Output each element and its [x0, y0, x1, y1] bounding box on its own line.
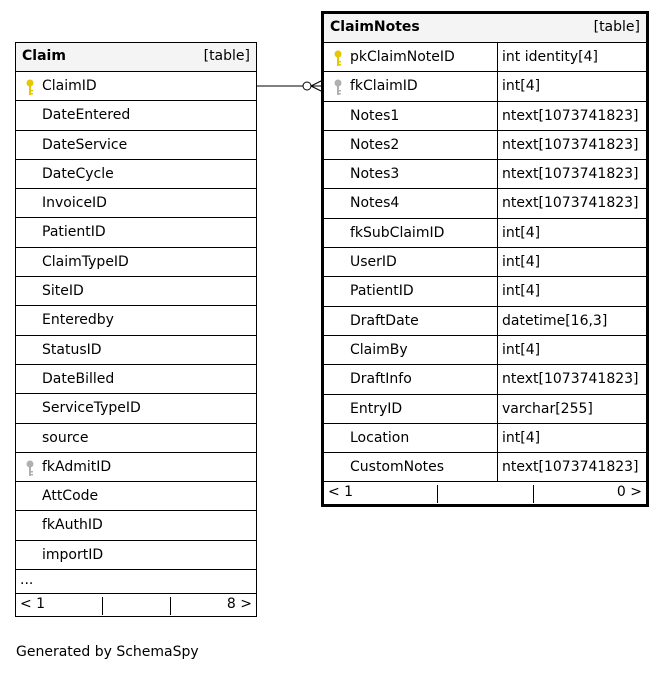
column-name: ClaimBy	[350, 341, 408, 358]
table-kind: [table]	[593, 19, 640, 35]
column-row[interactable]	[16, 160, 256, 189]
column-row[interactable]	[16, 394, 256, 423]
column-name: StatusID	[42, 341, 102, 358]
column-name: InvoiceID	[42, 195, 107, 212]
column-name: DraftInfo	[350, 371, 412, 388]
column-row[interactable]	[16, 453, 256, 482]
column-row[interactable]	[16, 277, 256, 306]
column-name: fkAdmitID	[42, 458, 112, 475]
column-row[interactable]	[324, 102, 646, 131]
column-name: pkClaimNoteID	[350, 49, 455, 65]
table-footer	[16, 594, 256, 616]
column-name: DateService	[42, 136, 128, 153]
table-claimnotes[interactable]	[321, 11, 649, 507]
column-row[interactable]	[16, 72, 256, 101]
column-name: ClaimTypeID	[42, 253, 129, 270]
column-name: ClaimID	[42, 78, 97, 94]
column-row[interactable]	[16, 336, 256, 365]
column-name: DateBilled	[42, 370, 115, 387]
table-claim[interactable]	[15, 42, 257, 617]
column-type: int[4]	[502, 283, 541, 300]
column-name: SiteID	[42, 283, 84, 300]
column-row[interactable]	[16, 424, 256, 453]
column-type: varchar[255]	[502, 400, 593, 417]
column-name: DateCycle	[42, 165, 114, 182]
column-type: ntext[1073741823]	[502, 136, 639, 153]
column-name: Location	[350, 429, 410, 446]
child-count: 0 >	[616, 484, 642, 501]
column-row[interactable]	[324, 219, 646, 248]
column-row[interactable]	[324, 453, 646, 482]
column-row[interactable]	[16, 218, 256, 247]
column-row[interactable]	[324, 248, 646, 277]
table-header	[16, 43, 256, 72]
column-row[interactable]	[324, 189, 646, 218]
column-name: EntryID	[350, 400, 403, 417]
column-name: source	[42, 429, 89, 446]
column-row[interactable]	[16, 189, 256, 218]
column-name: DateEntered	[42, 107, 131, 124]
parent-count: < 1	[328, 484, 354, 501]
column-row[interactable]	[324, 365, 646, 394]
column-name: DraftDate	[350, 312, 419, 329]
column-name: Notes1	[350, 107, 400, 124]
column-row[interactable]	[324, 424, 646, 453]
primary-key-icon	[332, 49, 344, 67]
column-row[interactable]	[16, 248, 256, 277]
column-name: UserID	[350, 254, 397, 271]
child-count: 8 >	[226, 596, 252, 613]
table-name: Claim	[22, 48, 66, 64]
column-name: importID	[42, 546, 104, 563]
column-row[interactable]	[324, 72, 646, 101]
column-type: ntext[1073741823]	[502, 107, 639, 124]
column-name: PatientID	[350, 283, 414, 300]
column-name: Notes4	[350, 195, 400, 212]
column-type: ntext[1073741823]	[502, 166, 639, 183]
column-name: fkSubClaimID	[350, 224, 445, 241]
parent-count: < 1	[20, 596, 46, 613]
column-row[interactable]	[16, 541, 256, 570]
column-name: fkAuthID	[42, 517, 103, 534]
column-type: int[4]	[502, 78, 541, 95]
foreign-key-icon	[24, 459, 36, 477]
column-row[interactable]	[16, 482, 256, 511]
table-header	[324, 14, 646, 43]
column-row[interactable]	[16, 365, 256, 394]
column-type: int[4]	[502, 254, 541, 271]
column-row[interactable]	[16, 306, 256, 335]
column-type: datetime[16,3]	[502, 312, 608, 329]
column-type: ntext[1073741823]	[502, 195, 639, 212]
column-name: Notes3	[350, 166, 400, 183]
column-row[interactable]	[16, 131, 256, 160]
foreign-key-icon	[332, 78, 344, 96]
column-row[interactable]	[324, 277, 646, 306]
column-row[interactable]	[324, 43, 646, 72]
table-footer	[324, 482, 646, 504]
column-row[interactable]	[324, 336, 646, 365]
zero-optional-marker	[303, 82, 311, 90]
column-row[interactable]	[324, 307, 646, 336]
column-row[interactable]	[324, 160, 646, 189]
column-row[interactable]	[324, 131, 646, 160]
generated-by-label: Generated by SchemaSpy	[16, 644, 199, 660]
column-type: int[4]	[502, 224, 541, 241]
column-type: ntext[1073741823]	[502, 459, 639, 476]
column-type: int[4]	[502, 429, 541, 446]
column-name: AttCode	[42, 488, 99, 505]
column-type: int[4]	[502, 341, 541, 358]
column-row[interactable]	[16, 511, 256, 540]
column-type: ntext[1073741823]	[502, 371, 639, 388]
column-name: fkClaimID	[350, 78, 418, 95]
column-name: Notes2	[350, 136, 400, 153]
more-columns-ellipsis: ...	[16, 570, 256, 594]
column-name: CustomNotes	[350, 459, 445, 476]
column-name: Enteredby	[42, 312, 114, 329]
column-row[interactable]	[16, 101, 256, 130]
table-kind: [table]	[203, 48, 250, 64]
column-type: int identity[4]	[502, 49, 598, 65]
column-row[interactable]	[324, 395, 646, 424]
primary-key-icon	[24, 78, 36, 96]
table-name: ClaimNotes	[330, 19, 420, 35]
column-name: PatientID	[42, 224, 106, 241]
column-name: ServiceTypeID	[42, 400, 141, 417]
